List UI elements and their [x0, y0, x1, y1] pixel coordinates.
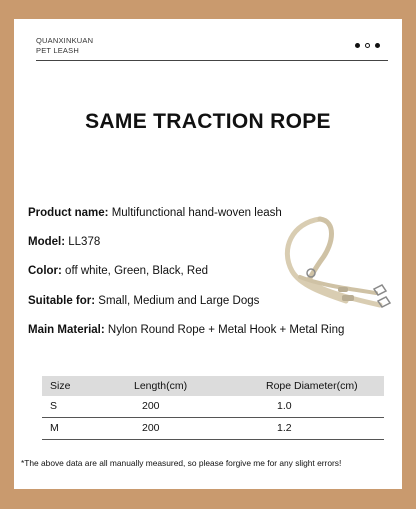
spec-label: Product name:: [28, 207, 109, 219]
dot-active-icon[interactable]: [365, 43, 370, 48]
table-row: [42, 396, 384, 418]
spec-color: [28, 264, 208, 278]
table-cell-diameter: 1.0: [277, 400, 292, 412]
header-divider: [36, 60, 388, 61]
spec-label: Color:: [28, 265, 62, 277]
size-table: [42, 376, 384, 440]
table-header-diameter: Rope Diameter(cm): [266, 380, 358, 392]
carousel-dots-icon[interactable]: [355, 43, 380, 48]
brand-name: [36, 36, 93, 56]
spec-value: Small, Medium and Large Dogs: [95, 295, 260, 307]
measurement-note: *The above data are all manually measured, so please forgive me for any slight errors!: [21, 458, 342, 468]
brand-line-1: QUANXINKUAN: [36, 36, 94, 45]
table-cell-size: M: [50, 422, 59, 434]
spec-value: Nylon Round Rope + Metal Hook + Metal Ring: [104, 324, 345, 336]
table-cell-size: S: [50, 400, 58, 412]
leash-product-image: [262, 209, 392, 319]
spec-value: LL378: [65, 236, 101, 248]
page-title: SAME TRACTION ROPE: [85, 110, 331, 133]
table-header-row: [42, 376, 384, 396]
spec-model: [28, 235, 100, 249]
spec-label: Main Material:: [28, 324, 105, 336]
spec-suitable-for: [28, 294, 259, 308]
spec-main-material: [28, 323, 344, 337]
table-header-size: Size: [50, 380, 71, 392]
spec-value: Multifunctional hand-woven leash: [108, 207, 282, 219]
spec-label: Suitable for:: [28, 295, 96, 307]
dot-icon[interactable]: [375, 43, 380, 48]
table-cell-diameter: 1.2: [277, 422, 292, 434]
table-header-length: Length(cm): [134, 380, 188, 392]
product-card: [14, 19, 402, 489]
spec-label: Model:: [28, 236, 66, 248]
table-cell-length: 200: [142, 422, 160, 434]
table-row: [42, 418, 384, 440]
spec-value: off white, Green, Black, Red: [61, 265, 209, 277]
table-cell-length: 200: [142, 400, 160, 412]
spec-product-name: [28, 206, 282, 220]
dot-icon[interactable]: [355, 43, 360, 48]
brand-line-2: PET LEASH: [36, 46, 79, 55]
